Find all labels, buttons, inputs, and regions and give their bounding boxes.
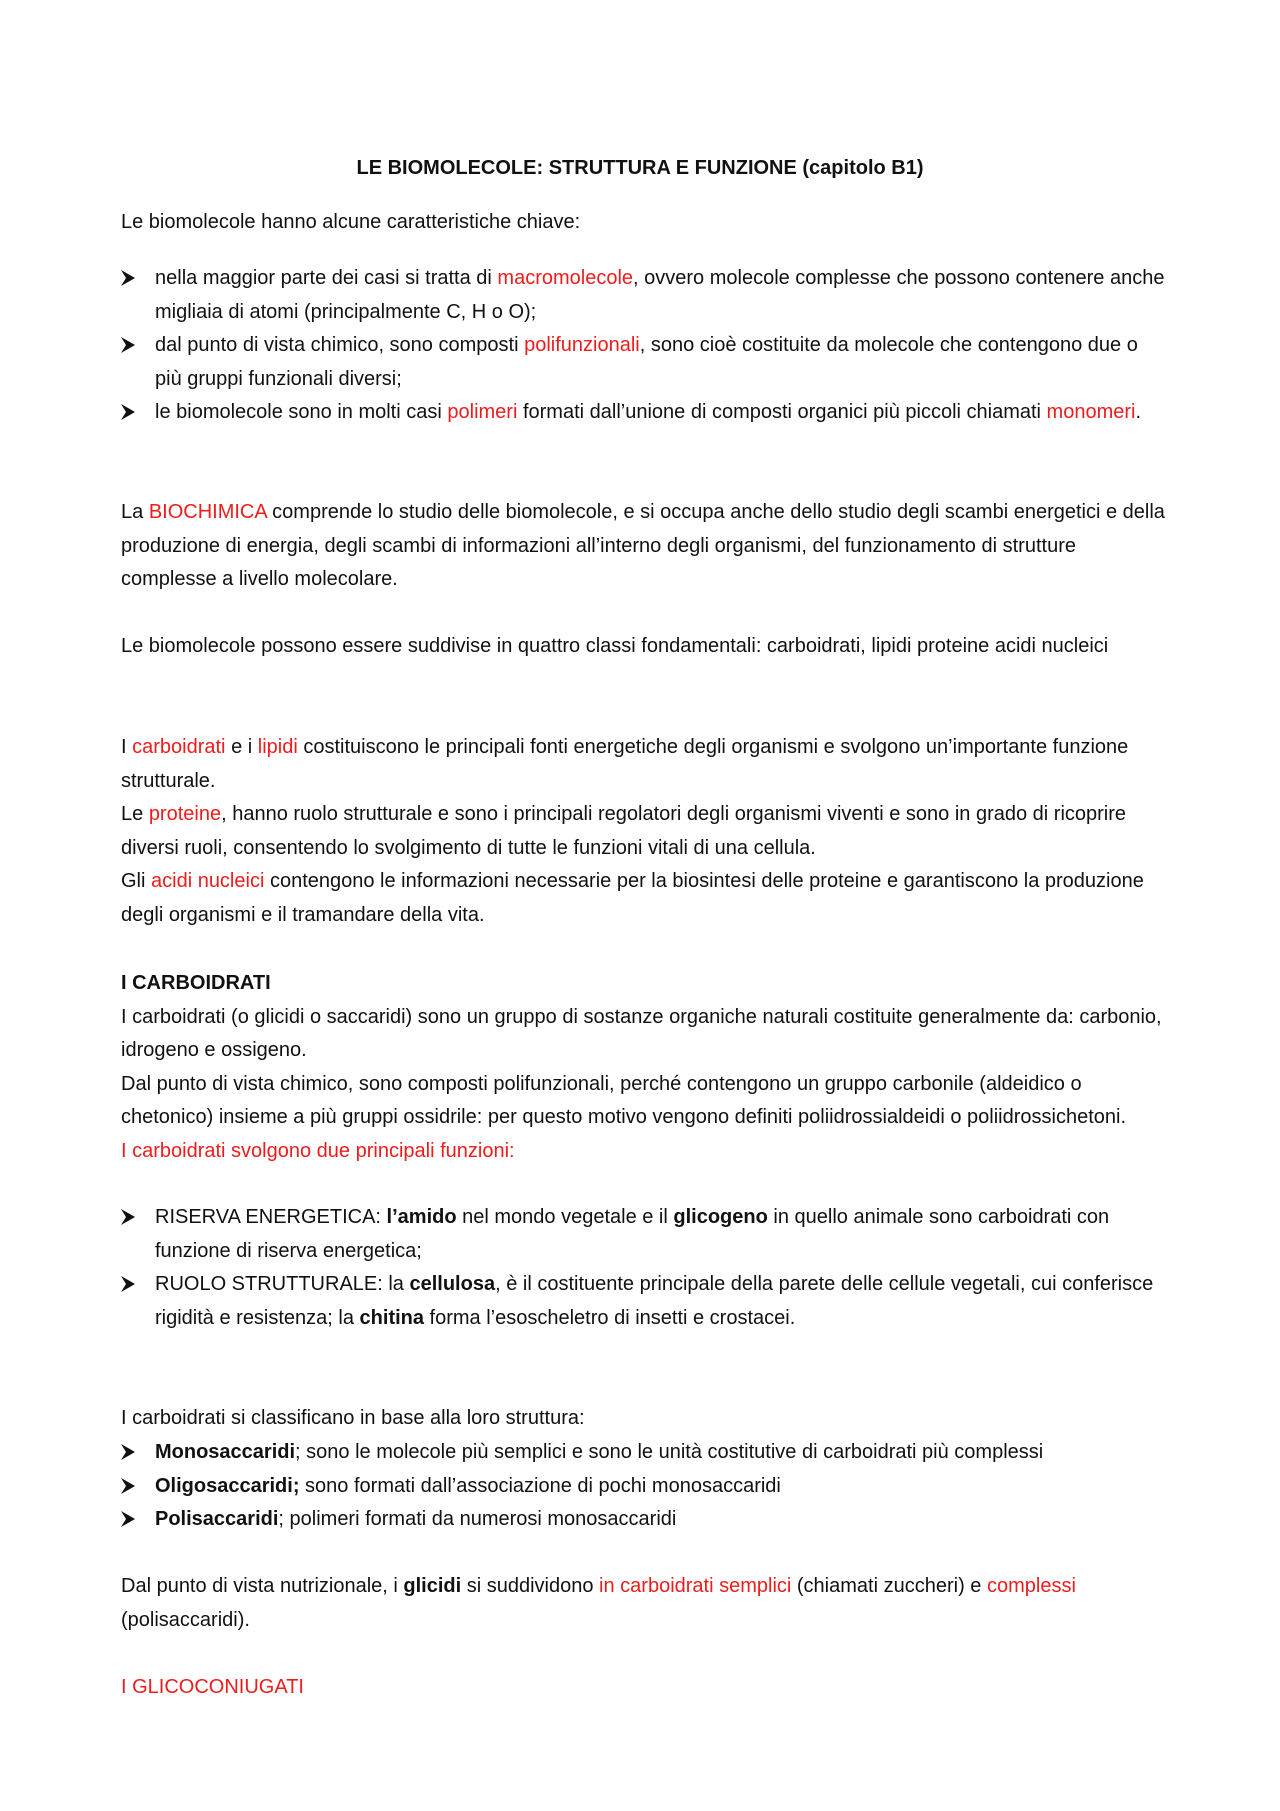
carboidrati-chemistry: Dal punto di vista chimico, sono composti polifunzionali, perché contengono un gruppo carbonile (aldeidico o chetonico) insieme a più gruppi ossidrile: per questo motivo vengono definiti poliidrossialdeidi o poliidrossichetoni.	[121, 1072, 1127, 1128]
arrowhead-bullet-icon	[121, 1209, 135, 1225]
intro-paragraph: Le biomolecole hanno alcune caratteristiche chiave:	[121, 211, 581, 233]
term-monomeri: monomeri	[1046, 401, 1136, 423]
term-macromolecole: macromolecole	[497, 267, 634, 289]
carboidrati-funzioni-title: I carboidrati svolgono due principali funzioni:	[121, 1139, 515, 1162]
list-item: dal punto di vista chimico, sono composti polifunzionali, sono cioè costituite da molecole che contengono due o più gruppi funzionali diversi;	[0, 329, 1166, 396]
classifica-list	[0, 1436, 1166, 1537]
section-heading-carboidrati: I CARBOIDRATI	[121, 972, 271, 994]
carboidrati-section	[121, 967, 1166, 1168]
list-item: RUOLO STRUTTURALE: la cellulosa, è il costituente principale della parete delle cellule vegetali, cui conferisce rigidità e resistenza; la chitina forma l’esoscheletro di insetti e crostacei.	[0, 1268, 1166, 1335]
list-item: Polisaccaridi; polimeri formati da numerosi monosaccaridi	[0, 1503, 1166, 1537]
list-item: RISERVA ENERGETICA: l’amido nel mondo vegetale e il glicogeno in quello animale sono carboidrati con funzione di riserva energetica;	[0, 1201, 1166, 1268]
arrowhead-bullet-icon	[121, 270, 135, 286]
role-acidi-nucleici: Gli acidi nucleici contengono le informazioni necessarie per la biosintesi delle proteine e garantiscono la produzione degli organismi e il tramandare della vita.	[121, 870, 1144, 926]
role-proteine: Le proteine, hanno ruolo strutturale e sono i principali regolatori degli organismi viventi e sono in grado di ricoprire diversi ruoli, consentendo lo svolgimento di tutte le funzioni vitali di una cellula.	[121, 803, 1127, 859]
section-heading-glicoconiugati: I GLICOCONIUGATI	[121, 1676, 304, 1698]
term-biochimica: BIOCHIMICA	[148, 501, 267, 523]
arrowhead-bullet-icon	[121, 1511, 135, 1527]
list-item: Monosaccaridi; sono le molecole più semplici e sono le unità costitutive di carboidrati più complessi	[0, 1436, 1166, 1470]
features-list	[0, 262, 1166, 430]
term-polifunzionali: polifunzionali	[524, 334, 640, 356]
biochimica-paragraph: La BIOCHIMICA comprende lo studio delle biomolecole, e si occupa anche dello studio degli scambi energetici e della produzione di energia, degli scambi di informazioni all’interno degli organismi, del funzionamento di strutture complesse a livello molecolare.	[121, 501, 1165, 590]
list-item: le biomolecole sono in molti casi polimeri formati dall’unione di composti organici più piccoli chiamati monomeri.	[0, 396, 1166, 430]
arrowhead-bullet-icon	[121, 404, 135, 420]
list-item: nella maggior parte dei casi si tratta di macromolecole, ovvero molecole complesse che possono contenere anche migliaia di atomi (principalmente C, H o O);	[0, 262, 1166, 329]
list-item: Oligosaccaridi; sono formati dall’associazione di pochi monosaccaridi	[0, 1470, 1166, 1504]
document-title: LE BIOMOLECOLE: STRUTTURA E FUNZIONE (capitolo B1)	[356, 157, 924, 179]
arrowhead-bullet-icon	[121, 337, 135, 353]
term-polimeri: polimeri	[447, 401, 518, 423]
carboidrati-definition: I carboidrati (o glicidi o saccaridi) sono un gruppo di sostanze organiche naturali costituite generalmente da: carbonio, idrogeno e ossigeno.	[121, 1005, 1162, 1061]
roles-block	[121, 731, 1166, 932]
funzioni-list	[0, 1201, 1166, 1335]
nutrizione-paragraph: Dal punto di vista nutrizionale, i glicidi si suddividono in carboidrati semplici (chiamati zuccheri) e complessi (polisaccaridi).	[121, 1575, 1076, 1631]
classifica-paragraph: I carboidrati si classificano in base alla loro struttura:	[121, 1407, 585, 1429]
arrowhead-bullet-icon	[121, 1478, 135, 1494]
arrowhead-bullet-icon	[121, 1276, 135, 1292]
arrowhead-bullet-icon	[121, 1444, 135, 1460]
classi-paragraph: Le biomolecole possono essere suddivise in quattro classi fondamentali: carboidrati, lipidi proteine acidi nucleici	[121, 635, 1109, 657]
role-carboidrati-lipidi: I carboidrati e i lipidi costituiscono le principali fonti energetiche degli organismi e svolgono un’importante funzione strutturale.	[121, 736, 1129, 792]
